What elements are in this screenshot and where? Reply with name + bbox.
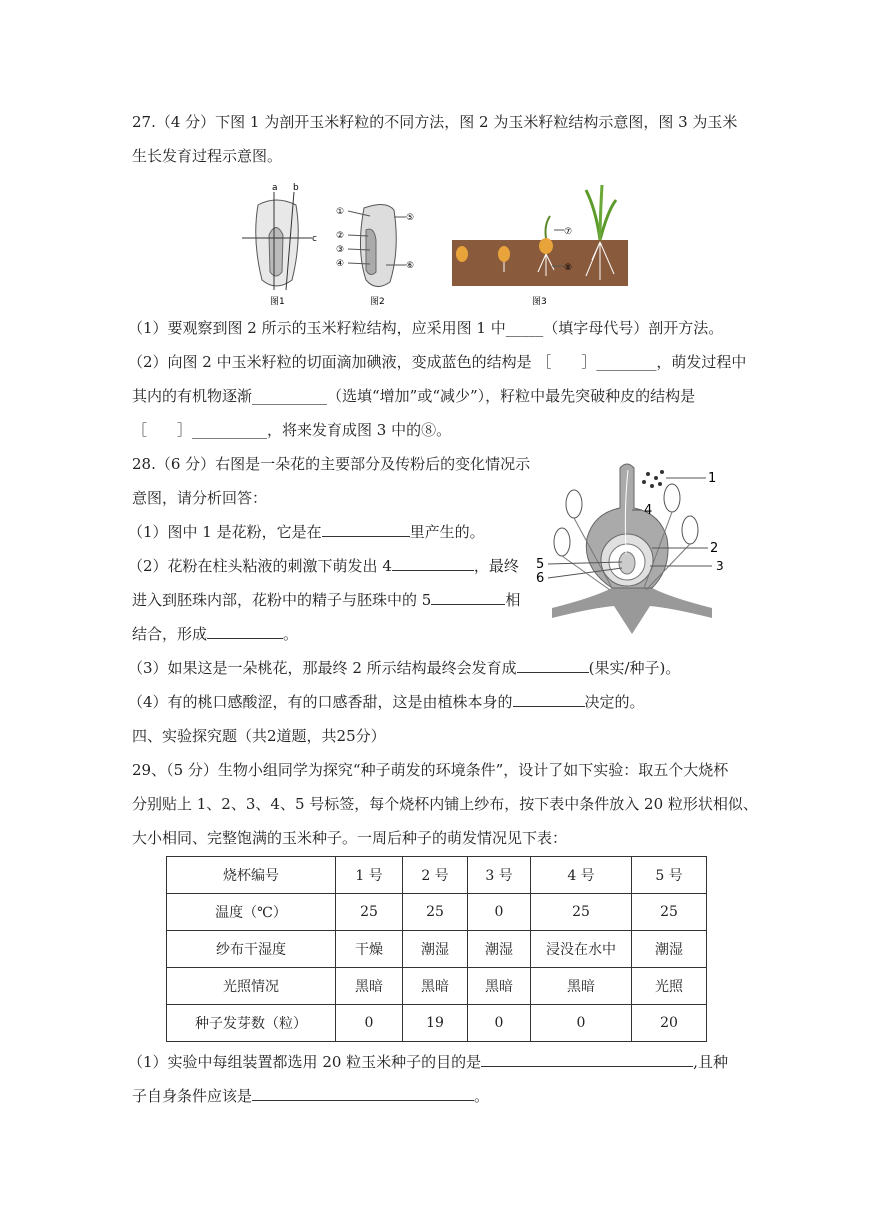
table-cell: 温度（℃）: [167, 894, 336, 931]
flower-label-6: 6: [536, 571, 545, 586]
flower-label-4: 4: [644, 503, 653, 518]
q29-intro-line3: 大小相同、完整饱满的玉米种子。一周后种子的萌发情况见下表：: [132, 829, 568, 847]
table-row: [167, 1005, 707, 1042]
figure-3-corn-growth: [452, 185, 628, 307]
table-cell: 黑暗: [531, 968, 632, 1005]
q27-part1: （1）要观察到图 2 所示的玉米籽粒结构，应采用图 1 中_____（填字母代号）剖开方法。: [128, 319, 724, 337]
table-cell: 潮湿: [403, 931, 468, 968]
germination-table: [166, 856, 707, 1042]
q28-blank-6[interactable]: [513, 692, 585, 707]
fig2-label-2: ②: [336, 231, 345, 241]
table-cell: 光照情况: [167, 968, 336, 1005]
fig2-caption: 图2: [370, 297, 385, 307]
fig1-label-a: a: [272, 183, 278, 193]
fig3-caption: 图3: [532, 297, 547, 307]
q28-intro-line2: 意图，请分析回答：: [132, 489, 268, 507]
fig2-label-3: ③: [336, 245, 345, 255]
table-row: [167, 857, 707, 894]
corn-figures: [236, 180, 632, 310]
table-cell: 25: [531, 894, 632, 931]
table-cell: 20: [632, 1005, 707, 1042]
q29-blank-1[interactable]: [481, 1052, 693, 1067]
table-header-cell: 5 号: [632, 857, 707, 894]
table-cell: 0: [468, 1005, 531, 1042]
flower-label-2: 2: [710, 541, 719, 556]
table-header-cell: 烧杯编号: [167, 857, 336, 894]
table-row: [167, 968, 707, 1005]
q28-part2-line3: 结合，形成 。: [132, 625, 299, 643]
table-cell: 0: [531, 1005, 632, 1042]
q28-blank-5[interactable]: [517, 658, 589, 673]
table-cell: 25: [336, 894, 403, 931]
figure-1-corn-kernel-cut: [242, 183, 317, 307]
q29-intro-line2: 分别贴上 1、2、3、4、5 号标签，每个烧杯内铺上纱布，按下表中条件放入 20 粒形状相似、: [132, 795, 758, 813]
q28-part3: （3）如果这是一朵桃花，那最终 2 所示结构最终会发育成 (果实/种子)。: [128, 659, 681, 677]
fig3-label-8: ⑧: [564, 263, 573, 273]
table-cell: 黑暗: [403, 968, 468, 1005]
fig2-label-4: ④: [336, 259, 345, 269]
table-header-cell: 2 号: [403, 857, 468, 894]
flower-label-5: 5: [536, 557, 545, 572]
q28-blank-4[interactable]: [207, 624, 283, 639]
table-row: [167, 894, 707, 931]
table-header-cell: 4 号: [531, 857, 632, 894]
q27-part2-line3: ［ ］__________，将来发育成图 3 中的⑧。: [132, 421, 452, 439]
q27-intro-line1: 27.（4 分）下图 1 为剖开玉米籽粒的不同方法，图 2 为玉米籽粒结构示意图，图 3 为玉米: [132, 113, 738, 131]
table-cell: 潮湿: [468, 931, 531, 968]
q29-part1-line1: （1）实验中每组装置都选用 20 粒玉米种子的目的是 ,且种: [128, 1053, 728, 1071]
flower-label-1: 1: [708, 471, 717, 486]
q29-part1-line2: 子自身条件应该是 。: [132, 1087, 490, 1105]
q29-blank-2[interactable]: [252, 1086, 474, 1101]
q28-intro-line1: 28.（6 分）右图是一朵花的主要部分及传粉后的变化情况示: [132, 455, 531, 473]
table-cell: 种子发芽数（粒）: [167, 1005, 336, 1042]
q27-intro-line2: 生长发育过程示意图。: [132, 147, 283, 165]
flower-diagram: [532, 458, 732, 638]
table-header-cell: 3 号: [468, 857, 531, 894]
fig2-label-6: ⑥: [406, 261, 415, 271]
q28-blank-2[interactable]: [392, 556, 474, 571]
q27-part2-line2: 其内的有机物逐渐__________（选填“增加”或“减少”），籽粒中最先突破种皮的结构是: [132, 387, 696, 405]
fig1-caption: 图1: [270, 297, 285, 307]
fig2-label-5: ⑤: [406, 213, 415, 223]
table-cell: 潮湿: [632, 931, 707, 968]
q28-part1: （1）图中 1 是花粉，它是在 里产生的。: [128, 523, 485, 541]
table-cell: 光照: [632, 968, 707, 1005]
table-cell: 0: [336, 1005, 403, 1042]
q28-part2-line2: 进入到胚珠内部，花粉中的精子与胚珠中的 5 相: [132, 591, 521, 609]
table-row: [167, 931, 707, 968]
fig2-label-1: ①: [336, 207, 345, 217]
q28-part4: （4）有的桃口感酸涩，有的口感香甜，这是由植株本身的 决定的。: [128, 693, 645, 711]
table-cell: 黑暗: [468, 968, 531, 1005]
table-cell: 25: [632, 894, 707, 931]
fig1-label-b: b: [293, 183, 299, 193]
fig1-label-c: c: [312, 234, 317, 244]
flower-label-3: 3: [716, 559, 724, 573]
table-cell: 干燥: [336, 931, 403, 968]
fig3-label-7: ⑦: [564, 227, 573, 237]
section-4-heading: 四、实验探究题（共2道题，共25分）: [132, 727, 386, 745]
table-cell: 黑暗: [336, 968, 403, 1005]
table-header-cell: 1 号: [336, 857, 403, 894]
table-cell: 19: [403, 1005, 468, 1042]
figure-2-corn-kernel-structure: [336, 204, 414, 307]
q27-part2-line1: （2）向图 2 中玉米籽粒的切面滴加碘液，变成蓝色的结构是 ［ ］________，萌发过程中: [128, 353, 747, 371]
table-cell: 25: [403, 894, 468, 931]
q28-blank-3[interactable]: [431, 590, 505, 605]
table-cell: 0: [468, 894, 531, 931]
q29-intro-line1: 29、（5 分）生物小组同学为探究“种子萌发的环境条件”，设计了如下实验：取五个大烧杯: [132, 761, 729, 779]
q28-part2-line1: （2）花粉在柱头粘液的刺激下萌发出 4 ，最终: [128, 557, 519, 575]
table-cell: 浸没在水中: [531, 931, 632, 968]
q28-blank-1[interactable]: [322, 522, 410, 537]
table-cell: 纱布干湿度: [167, 931, 336, 968]
